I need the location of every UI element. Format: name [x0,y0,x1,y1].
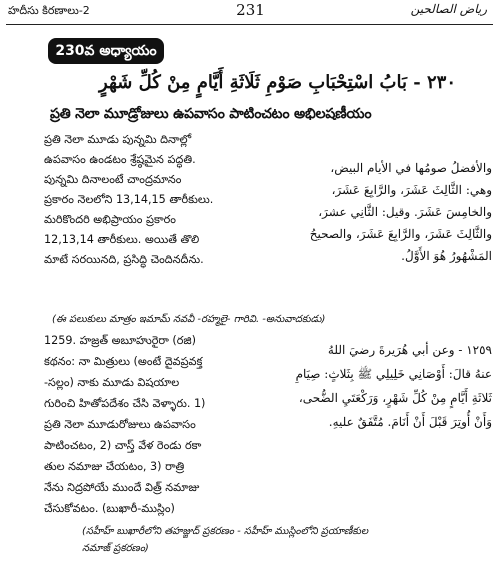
chapter-badge: 230వ అధ్యాయం [48,38,164,64]
text-line: والأفضلُ صومُها في الأيام البيض، [330,161,492,175]
text-line: ప్రతి నెలా మూడురోజులు ఉపవాసం [44,418,196,431]
header-divider [6,24,493,25]
text-line: عنهُ قالَ: أَوْصَانِي خَلِيلِي ﷺ بِثَلاثٍ: صِيَامِ [295,367,492,381]
text-line: గురించి హితోపదేశం చేసి వెళ్ళారు. 1) [44,397,206,410]
intro-telugu-text [44,130,264,270]
text-line: وَأَنْ أُوتِرَ قَبْلَ أَنْ أَنَامَ. مُتَّفَقٌ عليهِ. [328,415,492,429]
translator-note: (ఈ పలుకులు మాత్రం ఇమామ్ నవవీ -రహ్మలై- గారివి. -అనువాదకుడు) [52,314,326,325]
text-line: నేను నిద్రపోయే ముందే విత్ర్ నమాజు [44,481,200,494]
text-line: وهي: الثَّالِثَ عَشَرَ، والرَّابِعَ عَشَرَ، [331,183,492,197]
text-line: 12,13,14 తారీకులు. అయితే తొలి [44,233,200,246]
hadith-telugu-text [44,330,264,519]
text-line: 1259. హజ్రత్ అబూహురైరా (రజి) [44,334,196,347]
text-line: చేసుకోవటం. (బుఖారీ-ముస్లిం) [44,502,175,515]
page-number: 231 [236,1,265,19]
text-line: ప్రకారం నెలలోని 13,14,15 తారీకులు. [44,193,214,206]
header-arabic-title: رياض الصالحين [410,2,487,16]
text-line: పాటించటం, 2) చాస్త్ వేళ రెండు రకా [44,439,202,452]
chapter-telugu-title: ప్రతి నెలా మూడ్రోజులు ఉపవాసం పాటించటం అభిలషణీయం [50,106,372,122]
text-line: ప్రతి నెలా మూడు పున్నమి దినాల్లో [44,133,192,146]
text-line: والخامِسَ عَشَرَ. وقيل: الثَّانِي عشرَ، [318,205,492,219]
text-line: మరికొందరి అభిప్రాయం ప్రకారం [44,213,176,226]
text-line: والثَّالِثَ عَشَرَ، والرَّابِعَ عَشَرَ، والصحيحُ [309,227,492,241]
text-line: పున్నమి దినాలంటే చాంద్రమానం [44,173,182,186]
footnote-line: నమాజ్ ప్రకరణం) [82,543,149,554]
intro-arabic-text [262,157,492,267]
chapter-arabic-title: ٢٣٠ - بَابُ اسْتِحْبَابِ صَوْمِ ثَلَاثَةِ أَيَّامٍ مِنْ كُلِّ شَهْرٍ [99,72,456,93]
text-line: ثَلاثَةِ أَيَّامٍ مِنْ كُلِّ شَهْرٍ، وَرَكْعَتَيِ الضُّحى، [298,391,492,405]
footnote [82,523,368,557]
text-line: ఉపవాసం ఉండటం శ్రేష్ఠమైన పద్ధతి. [44,153,196,166]
text-line: మాటే సరయినది, ప్రసిద్ధి చెందినదీను. [44,253,204,266]
text-line: -సల్లం) నాకు మూడు విషయాల [44,376,180,389]
text-line: తుల నమాజు చేయటం, 3) రాత్రి [44,460,185,473]
footnote-line: (సహీహ్ బుఖారీలోని తహజ్జుద్ ప్రకరణం - సహీహ్ ముస్లింలోని ప్రయాణీకుల [82,526,369,537]
text-line: కథనం: నా మిత్రులు (అంటే దైవప్రవక్త [44,355,203,368]
text-line: ١٢٥٩ - وعن أبي هُرَيرةَ رضيَ اللهُ [327,343,492,357]
text-line: المَشْهُورُ هُوَ الأَوَّلُ. [401,249,492,263]
header-book-title: హదీసు కిరణాలు-2 [8,4,90,17]
hadith-arabic-text [262,338,492,434]
